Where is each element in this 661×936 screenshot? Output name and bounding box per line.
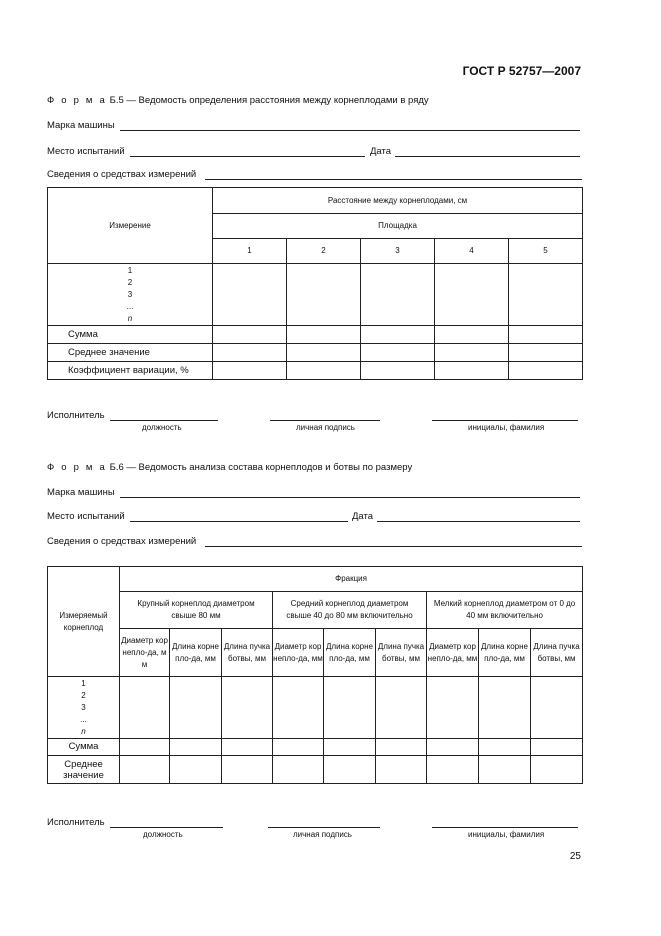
row-numbers-cell: 1 2 3 ... n [48,677,120,739]
machine-label: Марка машины [47,120,115,131]
variation-row-label: Коэффициент вариации, % [48,362,213,380]
data-cell[interactable] [324,677,376,739]
table-row [48,739,583,756]
table-row [48,326,583,344]
form-b6-title: Ф о р м а Б.6 — Ведомость анализа состава корнеплодов и ботвы по размеру [47,462,413,473]
data-cell[interactable] [213,264,287,326]
data-cell[interactable] [531,677,583,739]
distance-header: Расстояние между корнеплодами, см [213,188,583,214]
data-cell[interactable] [427,739,479,756]
data-cell[interactable] [324,756,376,784]
data-cell[interactable] [435,344,509,362]
place-field-2[interactable] [130,521,348,522]
instruments-field[interactable] [205,179,582,180]
table-row [48,677,583,739]
data-cell[interactable] [376,756,427,784]
executor-label: Исполнитель [47,410,105,421]
distance-table [47,187,583,380]
data-cell[interactable] [435,326,509,344]
medium-diameter-header: Диаметр корнепло-да, мм [273,629,324,677]
mean-row-label: Среднее значение [48,344,213,362]
signature-field-2[interactable] [268,827,380,828]
data-cell[interactable] [427,756,479,784]
plot-header: Площадка [213,214,583,239]
machine-field-2[interactable] [120,497,580,498]
data-cell[interactable] [170,739,222,756]
data-cell[interactable] [324,739,376,756]
plot-1-header: 1 [213,239,287,264]
small-diameter-header: Диаметр корнепло-да, мм [427,629,479,677]
plot-3-header: 3 [361,239,435,264]
name-field-2[interactable] [432,827,578,828]
date-label: Дата [370,146,392,157]
instruments-label-2: Сведения о средствах измерений [47,536,197,547]
place-label-2: Место испытаний [47,511,125,522]
executor-label-2: Исполнитель [47,817,105,828]
data-cell[interactable] [509,264,583,326]
signature-field[interactable] [270,420,380,421]
large-length-header: Длина корнепло-да, мм [170,629,222,677]
page-number: 25 [569,851,581,862]
position-caption-2: должность [143,830,183,839]
table-row [48,362,583,380]
data-cell[interactable] [287,362,361,380]
document-code: ГОСТ Р 52757—2007 [462,64,581,78]
data-cell[interactable] [222,677,273,739]
data-cell[interactable] [287,344,361,362]
small-fraction-header: Мелкий корнеплод диаметром от 0 до 40 мм включительно [427,592,583,629]
data-cell[interactable] [273,739,324,756]
table-row [48,344,583,362]
medium-length-header: Длина корнепло-да, мм [324,629,376,677]
mean-row-label-2: Среднее значение [48,756,120,784]
position-field-2[interactable] [110,827,223,828]
instruments-field-2[interactable] [205,546,582,547]
name-caption: инициалы, фамилия [468,423,545,432]
data-cell[interactable] [435,264,509,326]
data-cell[interactable] [213,362,287,380]
signature-caption-2: личная подпись [293,830,352,839]
data-cell[interactable] [287,326,361,344]
data-cell[interactable] [120,677,170,739]
data-cell[interactable] [361,362,435,380]
root-header: Измеряемый корнеплод [48,567,120,677]
data-cell[interactable] [509,362,583,380]
data-cell[interactable] [479,739,531,756]
data-cell[interactable] [170,756,222,784]
date-label-2: Дата [352,511,374,522]
sum-row-label: Сумма [48,326,213,344]
small-tops-header: Длина пучка ботвы, мм [531,629,583,677]
data-cell[interactable] [427,677,479,739]
data-cell[interactable] [222,756,273,784]
data-cell[interactable] [376,677,427,739]
data-cell[interactable] [222,739,273,756]
date-field[interactable] [395,156,580,157]
data-cell[interactable] [213,326,287,344]
instruments-label: Сведения о средствах измерений [47,169,197,180]
table-row [48,756,583,784]
small-length-header: Длина корнепло-да, мм [479,629,531,677]
medium-fraction-header: Средний корнеплод диаметром свыше 40 до 80 мм включительно [273,592,427,629]
signature-caption: личная подпись [296,423,355,432]
plot-4-header: 4 [435,239,509,264]
data-cell[interactable] [531,756,583,784]
row-numbers-cell: 1 2 3 ... n [48,264,213,326]
fraction-header: Фракция [120,567,583,592]
data-cell[interactable] [361,264,435,326]
data-cell[interactable] [120,756,170,784]
data-cell[interactable] [479,677,531,739]
date-field-2[interactable] [377,521,580,522]
large-tops-header: Длина пучка ботвы, мм [222,629,273,677]
machine-field[interactable] [120,130,580,131]
machine-label-2: Марка машины [47,487,115,498]
data-cell[interactable] [213,344,287,362]
place-label: Место испытаний [47,146,125,157]
data-cell[interactable] [361,326,435,344]
data-cell[interactable] [509,326,583,344]
fraction-table [47,566,583,784]
large-fraction-header: Крупный корнеплод диаметром свыше 80 мм [120,592,273,629]
medium-tops-header: Длина пучка ботвы, мм [376,629,427,677]
plot-2-header: 2 [287,239,361,264]
large-diameter-header: Диаметр корнепло-да, мм [120,629,170,677]
table-row [48,264,583,326]
data-cell[interactable] [509,344,583,362]
data-cell[interactable] [376,739,427,756]
name-field[interactable] [432,420,578,421]
place-field[interactable] [130,156,365,157]
data-cell[interactable] [287,264,361,326]
measurement-header: Измерение [48,188,213,264]
position-caption: должность [142,423,182,432]
data-cell[interactable] [273,756,324,784]
name-caption-2: инициалы, фамилия [468,830,545,839]
data-cell[interactable] [435,362,509,380]
sum-row-label-2: Сумма [48,739,120,756]
position-field[interactable] [110,420,218,421]
data-cell[interactable] [361,344,435,362]
data-cell[interactable] [273,677,324,739]
data-cell[interactable] [531,739,583,756]
form-b5-title: Ф о р м а Б.5 — Ведомость определения расстояния между корнеплодами в ряду [47,95,429,106]
data-cell[interactable] [120,739,170,756]
plot-5-header: 5 [509,239,583,264]
data-cell[interactable] [170,677,222,739]
data-cell[interactable] [479,756,531,784]
